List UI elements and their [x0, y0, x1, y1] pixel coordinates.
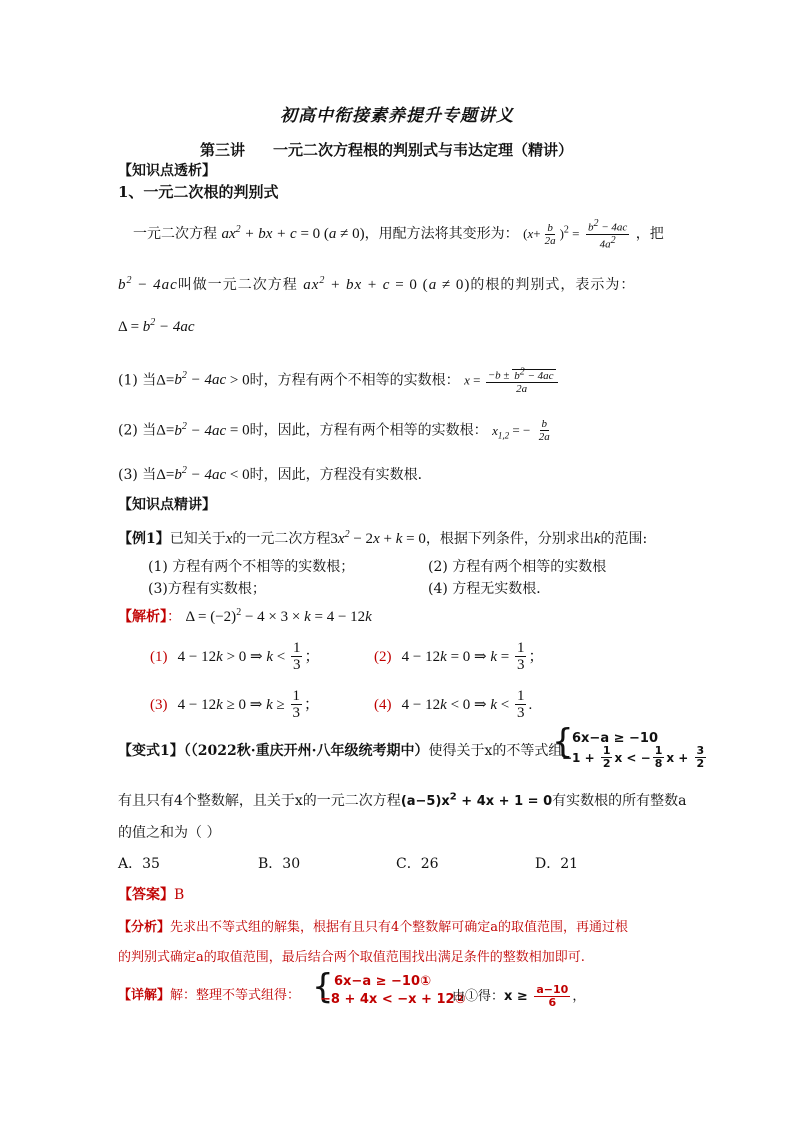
discriminant-formula: $\Delta = b^2 - 4ac$ — [118, 317, 195, 335]
condition-1: (1) 方程有两个不相等的实数根； — [148, 559, 355, 575]
case-2: (2) 当$\Delta=b^2 - 4ac = 0$时，因此，方程有两个相等的实数根： $x_{1,2}$ = − $\frac{b}{2a}$ — [118, 418, 550, 443]
condition-2: (2) 方程有两个相等的实数根 — [428, 559, 607, 575]
analysis-line-2: 的判别式确定a的取值范围，最后结合两个取值范围找出满足条件的整数相加即可. — [118, 950, 585, 965]
answer-line: 【答案】B — [118, 887, 185, 903]
variant-question: 【变式1】（（2022秋·重庆开州·八年级统考期中）使得关于x的不等式组 — [118, 743, 563, 759]
option-a: A．35 — [118, 856, 160, 872]
variant-question-end: 的值之和为（ ） — [118, 825, 221, 841]
lecture-topic: 一元二次方程根的判别式与韦达定理（精讲） — [273, 141, 574, 159]
option-c: C．26 — [396, 856, 439, 872]
paragraph-discriminant-def: $b^2 - 4ac$叫做一元二次方程 $ax^2$ + bx + c = 0 (a ≠ 0)的根的判别式，表示为： — [118, 275, 636, 293]
analysis-line-1: 【分析】先求出不等式组的解集，根据有且只有4个整数解可确定a的取值范围，再通过根 — [118, 920, 629, 935]
answer-2: (2) 4 − 12k = 0 ⇒ k = $\frac{1}{3}$ ； — [374, 640, 544, 673]
detail-label: 【详解】解：整理不等式组得： — [118, 988, 301, 1003]
page-title: 初高中衔接素养提升专题讲义 — [280, 106, 514, 126]
detail-result: 由①得：x ≥ $\frac{a-10}{6}$ ， — [452, 983, 586, 1009]
answer-3: (3) 4 − 12k ≥ 0 ⇒ k ≥ $\frac{1}{3}$ ； — [150, 688, 320, 721]
condition-3: (3)方程有实数根； — [148, 581, 266, 597]
case-3: (3) 当$\Delta=b^2 - 4ac < 0$时，因此，方程没有实数根． — [118, 465, 432, 483]
subsection-heading: 1、一元二次根的判别式 — [118, 183, 279, 201]
answer-1: (1) 4 − 12k > 0 ⇒ k < $\frac{1}{3}$ ； — [150, 640, 320, 673]
solution-line: 【解析】： $\Delta = (-2)^2 - 4 \times 3 \times k = 4 - 12k$ — [118, 607, 372, 625]
example-1: 【例1】已知关于x的一元二次方程$3x^2 - 2x + k = 0$，根据下列条件，分别求出k的范围: — [118, 529, 648, 547]
paragraph-completing-square: 一元二次方程 $ax^2$ + bx + c = 0 (a ≠ 0)，用配方法将其变形为： (x+ $\frac{b}{2a}$ )$^2$ = $\frac{b^2 - 4ac}{4a^2}$ ，把 — [133, 218, 664, 251]
variant-question-cont: 有且只有4个整数解，且关于x的一元二次方程$(a-5)x^2 + 4x + 1 = 0$有实数根的所有整数a — [118, 791, 687, 809]
condition-4: (4) 方程无实数根． — [428, 581, 551, 597]
lecture-title — [200, 139, 573, 160]
section-heading-explain: 【知识点精讲】 — [118, 497, 216, 513]
answer-4: (4) 4 − 12k < 0 ⇒ k < $\frac{1}{3}$ . — [374, 688, 533, 721]
option-b: B．30 — [258, 856, 301, 872]
lecture-number: 第三讲 — [200, 141, 246, 159]
section-heading-knowledge: 【知识点透析】 — [118, 163, 216, 179]
option-d: D．21 — [535, 856, 579, 872]
case-1: (1) 当$\Delta=b^2 - 4ac > 0$时，方程有两个不相等的实数根： x = $\frac{-b \pm b^2 - 4ac}{2a}$ — [118, 366, 560, 395]
